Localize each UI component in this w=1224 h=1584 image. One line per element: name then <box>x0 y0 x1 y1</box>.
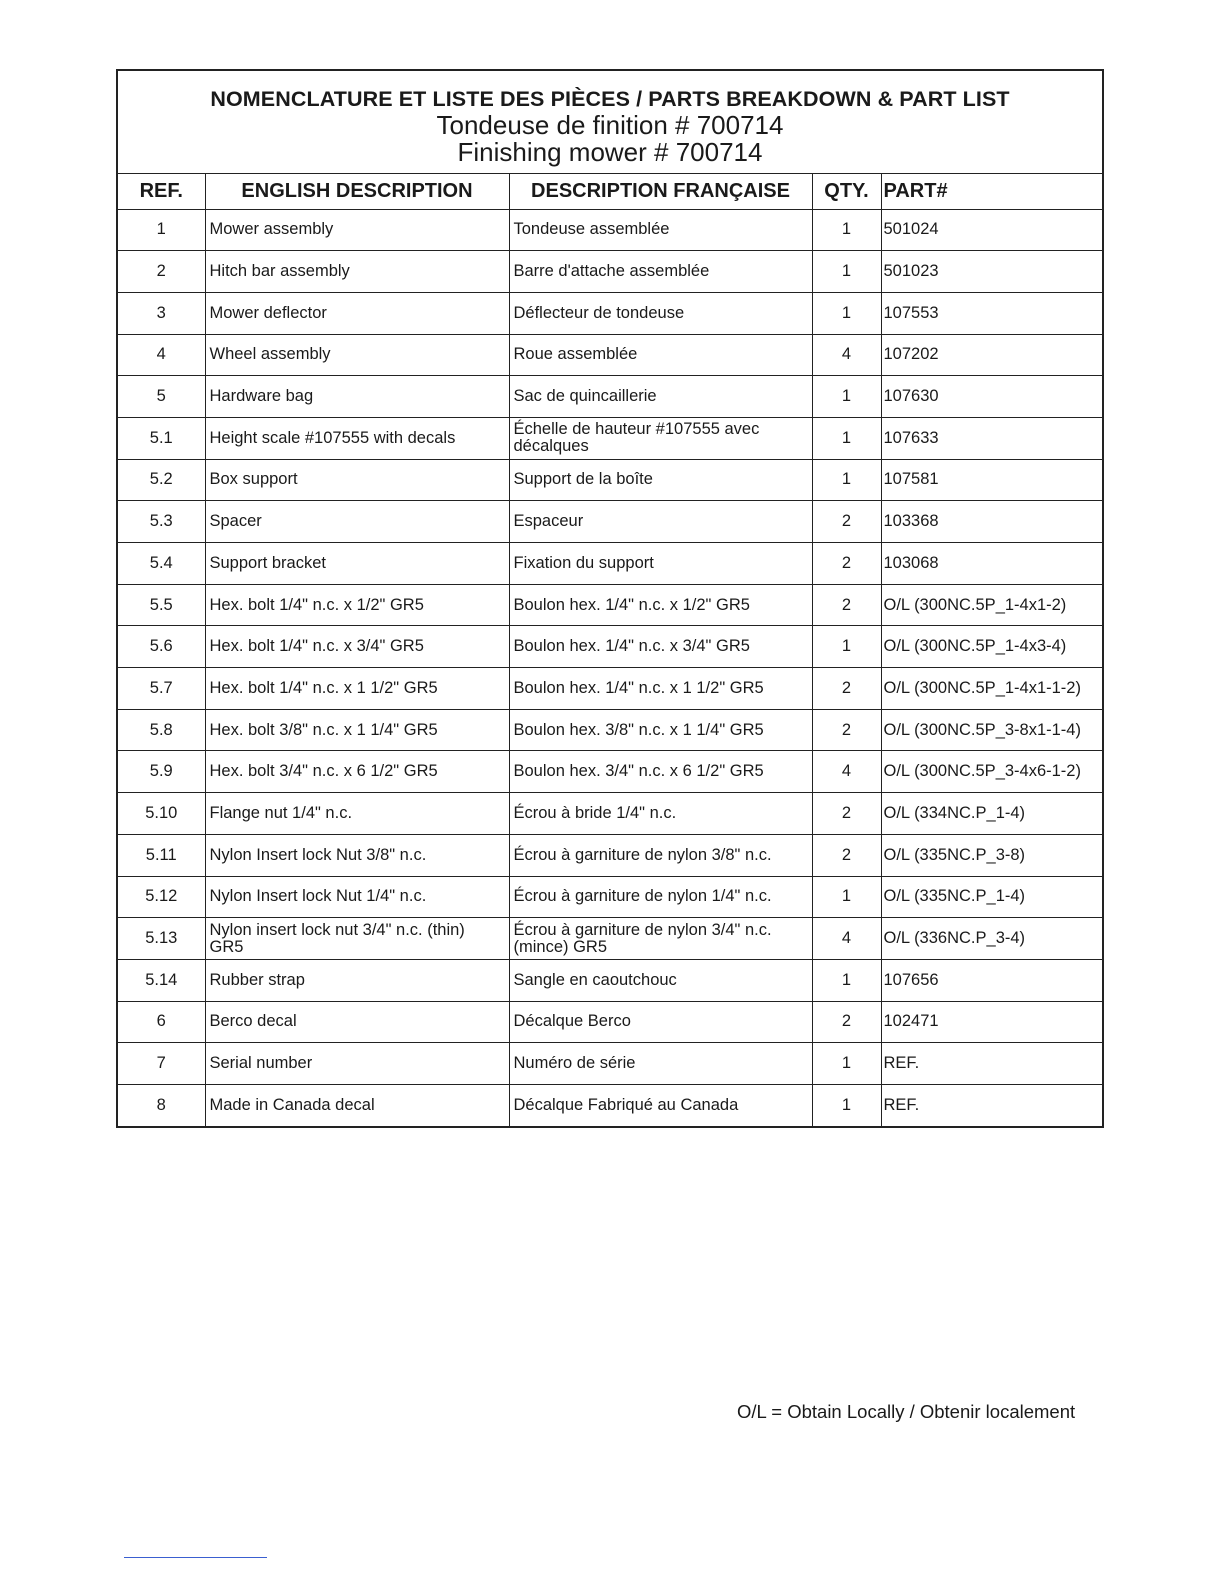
table-row <box>118 501 1102 543</box>
cell-ref: 1 <box>118 209 205 251</box>
table-row <box>118 459 1102 501</box>
cell-english: Berco decal <box>205 1001 509 1043</box>
cell-qty: 1 <box>812 626 881 668</box>
cell-english: Wheel assembly <box>205 334 509 376</box>
cell-ref: 4 <box>118 334 205 376</box>
table-row <box>118 834 1102 876</box>
table-row <box>118 417 1102 459</box>
cell-french: Espaceur <box>509 501 812 543</box>
table-row <box>118 793 1102 835</box>
cell-ref: 5.4 <box>118 543 205 585</box>
table-row <box>118 918 1102 960</box>
cell-ref: 5 <box>118 376 205 418</box>
cell-part: 102471 <box>881 1001 1102 1043</box>
cell-ref: 5.3 <box>118 501 205 543</box>
cell-ref: 3 <box>118 292 205 334</box>
cell-part: O/L (300NC.5P_3-4x6-1-2) <box>881 751 1102 793</box>
cell-french: Roue assemblée <box>509 334 812 376</box>
cell-part: O/L (300NC.5P_1-4x3-4) <box>881 626 1102 668</box>
cell-french: Boulon hex. 1/4" n.c. x 3/4" GR5 <box>509 626 812 668</box>
cell-french: Tondeuse assemblée <box>509 209 812 251</box>
cell-english: Mower deflector <box>205 292 509 334</box>
cell-part: REF. <box>881 1084 1102 1126</box>
cell-english: Serial number <box>205 1043 509 1085</box>
cell-ref: 2 <box>118 251 205 293</box>
cell-english: Hex. bolt 3/4" n.c. x 6 1/2" GR5 <box>205 751 509 793</box>
cell-french: Sangle en caoutchouc <box>509 959 812 1001</box>
column-header-ref: REF. <box>118 174 205 209</box>
cell-qty: 2 <box>812 501 881 543</box>
parts-table <box>118 174 1102 1126</box>
cell-qty: 4 <box>812 751 881 793</box>
cell-english: Rubber strap <box>205 959 509 1001</box>
parts-list-sheet <box>116 69 1104 1128</box>
footer-rule <box>124 1557 267 1558</box>
cell-part: 107656 <box>881 959 1102 1001</box>
cell-french: Support de la boîte <box>509 459 812 501</box>
column-header-qty: QTY. <box>812 174 881 209</box>
cell-qty: 1 <box>812 292 881 334</box>
cell-part: 501024 <box>881 209 1102 251</box>
cell-french: Boulon hex. 1/4" n.c. x 1 1/2" GR5 <box>509 668 812 710</box>
cell-part: 103368 <box>881 501 1102 543</box>
cell-english: Hardware bag <box>205 376 509 418</box>
cell-english: Hitch bar assembly <box>205 251 509 293</box>
cell-ref: 5.11 <box>118 834 205 876</box>
cell-ref: 8 <box>118 1084 205 1126</box>
cell-part: 107553 <box>881 292 1102 334</box>
cell-qty: 2 <box>812 834 881 876</box>
table-row <box>118 668 1102 710</box>
cell-ref: 7 <box>118 1043 205 1085</box>
cell-english: Nylon insert lock nut 3/4" n.c. (thin) GR5 <box>205 918 509 960</box>
cell-part: 107581 <box>881 459 1102 501</box>
cell-french: Sac de quincaillerie <box>509 376 812 418</box>
subtitle-english: Finishing mower # 700714 <box>457 137 763 167</box>
cell-english: Hex. bolt 1/4" n.c. x 3/4" GR5 <box>205 626 509 668</box>
cell-french: Barre d'attache assemblée <box>509 251 812 293</box>
cell-ref: 6 <box>118 1001 205 1043</box>
cell-part: 103068 <box>881 543 1102 585</box>
cell-english: Height scale #107555 with decals <box>205 417 509 459</box>
table-row <box>118 876 1102 918</box>
cell-part: 107202 <box>881 334 1102 376</box>
cell-qty: 2 <box>812 709 881 751</box>
cell-qty: 1 <box>812 417 881 459</box>
cell-qty: 2 <box>812 1001 881 1043</box>
cell-ref: 5.12 <box>118 876 205 918</box>
cell-ref: 5.7 <box>118 668 205 710</box>
document-title: NOMENCLATURE ET LISTE DES PIÈCES / PARTS BREAKDOWN & PART LIST <box>210 87 1010 111</box>
table-header-row <box>118 174 1102 209</box>
table-row <box>118 1084 1102 1126</box>
table-row <box>118 292 1102 334</box>
parts-table-body <box>118 209 1102 1126</box>
table-row <box>118 1043 1102 1085</box>
cell-ref: 5.8 <box>118 709 205 751</box>
table-row <box>118 543 1102 585</box>
table-row <box>118 334 1102 376</box>
cell-qty: 4 <box>812 334 881 376</box>
cell-ref: 5.14 <box>118 959 205 1001</box>
cell-qty: 1 <box>812 1043 881 1085</box>
cell-french: Écrou à garniture de nylon 1/4" n.c. <box>509 876 812 918</box>
legend-note: O/L = Obtain Locally / Obtenir localement <box>737 1401 1076 1422</box>
cell-english: Made in Canada decal <box>205 1084 509 1126</box>
table-row <box>118 959 1102 1001</box>
column-header-part: PART# <box>881 174 1102 209</box>
cell-qty: 1 <box>812 209 881 251</box>
table-row <box>118 1001 1102 1043</box>
cell-english: Spacer <box>205 501 509 543</box>
cell-french: Décalque Fabriqué au Canada <box>509 1084 812 1126</box>
cell-qty: 1 <box>812 1084 881 1126</box>
cell-french: Écrou à garniture de nylon 3/8" n.c. <box>509 834 812 876</box>
cell-french: Numéro de série <box>509 1043 812 1085</box>
cell-english: Mower assembly <box>205 209 509 251</box>
cell-french: Décalque Berco <box>509 1001 812 1043</box>
cell-qty: 1 <box>812 251 881 293</box>
cell-ref: 5.1 <box>118 417 205 459</box>
table-row <box>118 626 1102 668</box>
cell-french: Écrou à bride 1/4" n.c. <box>509 793 812 835</box>
cell-english: Nylon Insert lock Nut 1/4" n.c. <box>205 876 509 918</box>
cell-ref: 5.13 <box>118 918 205 960</box>
column-header-english: ENGLISH DESCRIPTION <box>205 174 509 209</box>
cell-part: O/L (300NC.5P_3-8x1-1-4) <box>881 709 1102 751</box>
cell-french: Échelle de hauteur #107555 avec décalques <box>509 417 812 459</box>
cell-qty: 1 <box>812 876 881 918</box>
cell-english: Hex. bolt 1/4" n.c. x 1/2" GR5 <box>205 584 509 626</box>
cell-french: Boulon hex. 3/8" n.c. x 1 1/4" GR5 <box>509 709 812 751</box>
cell-ref: 5.5 <box>118 584 205 626</box>
table-row <box>118 584 1102 626</box>
cell-qty: 1 <box>812 959 881 1001</box>
cell-qty: 1 <box>812 459 881 501</box>
cell-ref: 5.10 <box>118 793 205 835</box>
cell-qty: 2 <box>812 543 881 585</box>
cell-part: O/L (334NC.P_1-4) <box>881 793 1102 835</box>
table-row <box>118 709 1102 751</box>
title-block <box>118 71 1102 174</box>
column-header-french: DESCRIPTION FRANÇAISE <box>509 174 812 209</box>
cell-qty: 1 <box>812 376 881 418</box>
cell-english: Nylon Insert lock Nut 3/8" n.c. <box>205 834 509 876</box>
cell-ref: 5.9 <box>118 751 205 793</box>
cell-part: O/L (335NC.P_3-8) <box>881 834 1102 876</box>
cell-english: Hex. bolt 1/4" n.c. x 1 1/2" GR5 <box>205 668 509 710</box>
cell-english: Hex. bolt 3/8" n.c. x 1 1/4" GR5 <box>205 709 509 751</box>
cell-part: O/L (336NC.P_3-4) <box>881 918 1102 960</box>
cell-qty: 2 <box>812 668 881 710</box>
cell-part: 107630 <box>881 376 1102 418</box>
cell-qty: 2 <box>812 793 881 835</box>
cell-french: Écrou à garniture de nylon 3/4" n.c. (mince) GR5 <box>509 918 812 960</box>
cell-french: Fixation du support <box>509 543 812 585</box>
table-row <box>118 751 1102 793</box>
cell-part: O/L (335NC.P_1-4) <box>881 876 1102 918</box>
table-row <box>118 209 1102 251</box>
cell-part: 501023 <box>881 251 1102 293</box>
cell-qty: 4 <box>812 918 881 960</box>
cell-part: 107633 <box>881 417 1102 459</box>
cell-part: O/L (300NC.5P_1-4x1-1-2) <box>881 668 1102 710</box>
cell-part: REF. <box>881 1043 1102 1085</box>
cell-french: Boulon hex. 1/4" n.c. x 1/2" GR5 <box>509 584 812 626</box>
cell-french: Boulon hex. 3/4" n.c. x 6 1/2" GR5 <box>509 751 812 793</box>
cell-qty: 2 <box>812 584 881 626</box>
cell-english: Box support <box>205 459 509 501</box>
subtitle-french: Tondeuse de finition # 700714 <box>436 110 784 140</box>
cell-ref: 5.6 <box>118 626 205 668</box>
cell-ref: 5.2 <box>118 459 205 501</box>
cell-english: Flange nut 1/4" n.c. <box>205 793 509 835</box>
cell-english: Support bracket <box>205 543 509 585</box>
table-row <box>118 376 1102 418</box>
cell-french: Déflecteur de tondeuse <box>509 292 812 334</box>
table-row <box>118 251 1102 293</box>
cell-part: O/L (300NC.5P_1-4x1-2) <box>881 584 1102 626</box>
